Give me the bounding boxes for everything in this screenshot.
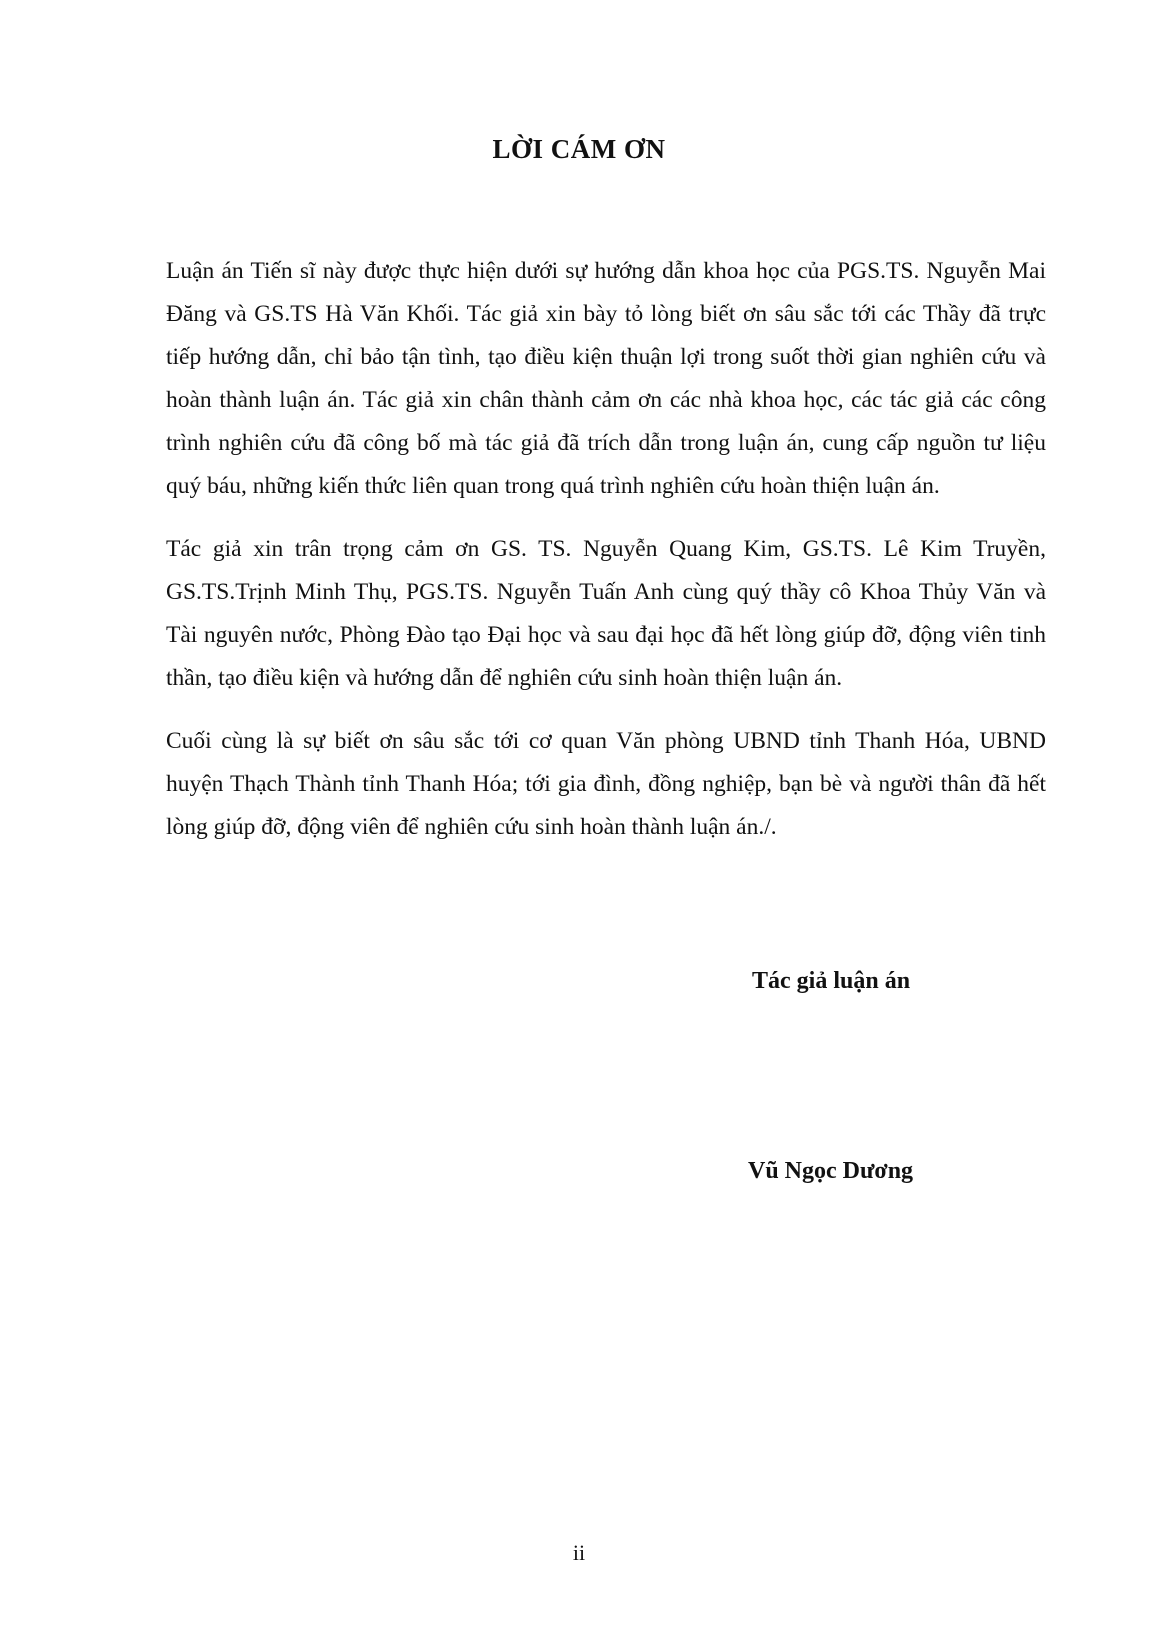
signature-name: Vũ Ngọc Dương <box>748 1158 914 1184</box>
acknowledgement-body <box>166 250 1046 869</box>
page-title: LỜI CÁM ƠN <box>492 134 666 164</box>
signature-role: Tác giả luận án <box>752 968 911 994</box>
paragraph-3: Cuối cùng là sự biết ơn sâu sắc tới cơ quan Văn phòng UBND tỉnh Thanh Hóa, UBND huyện Thạch Thành tỉnh Thanh Hóa; tới gia đình, đồng nghiệp, bạn bè và người thân đã hết lòng giúp đỡ, động viên để nghiên cứu sinh hoàn thành luận án./. <box>166 728 1046 840</box>
paragraph-1: Luận án Tiến sĩ này được thực hiện dưới sự hướng dẫn khoa học của PGS.TS. Nguyễn Mai Đăng và GS.TS Hà Văn Khối. Tác giả xin bày tỏ lòng biết ơn sâu sắc tới các Thầy đã trực tiếp hướng dẫn, chỉ bảo tận tình, tạo điều kiện thuận lợi trong suốt thời gian nghiên cứu và hoàn thành luận án. Tác giả xin chân thành cảm ơn các nhà khoa học, các tác giả các công trình nghiên cứu đã công bố mà tác giả đã trích dẫn trong luận án, cung cấp nguồn tư liệu quý báu, những kiến thức liên quan trong quá trình nghiên cứu hoàn thiện luận án. <box>166 258 1046 499</box>
paragraph-2: Tác giả xin trân trọng cảm ơn GS. TS. Nguyễn Quang Kim, GS.TS. Lê Kim Truyền, GS.TS.Trịnh Minh Thụ, PGS.TS. Nguyễn Tuấn Anh cùng quý thầy cô Khoa Thủy Văn và Tài nguyên nước, Phòng Đào tạo Đại học và sau đại học đã hết lòng giúp đỡ, động viên tinh thần, tạo điều kiện và hướng dẫn để nghiên cứu sinh hoàn thiện luận án. <box>166 536 1046 691</box>
page-number: ii <box>572 1540 586 1565</box>
